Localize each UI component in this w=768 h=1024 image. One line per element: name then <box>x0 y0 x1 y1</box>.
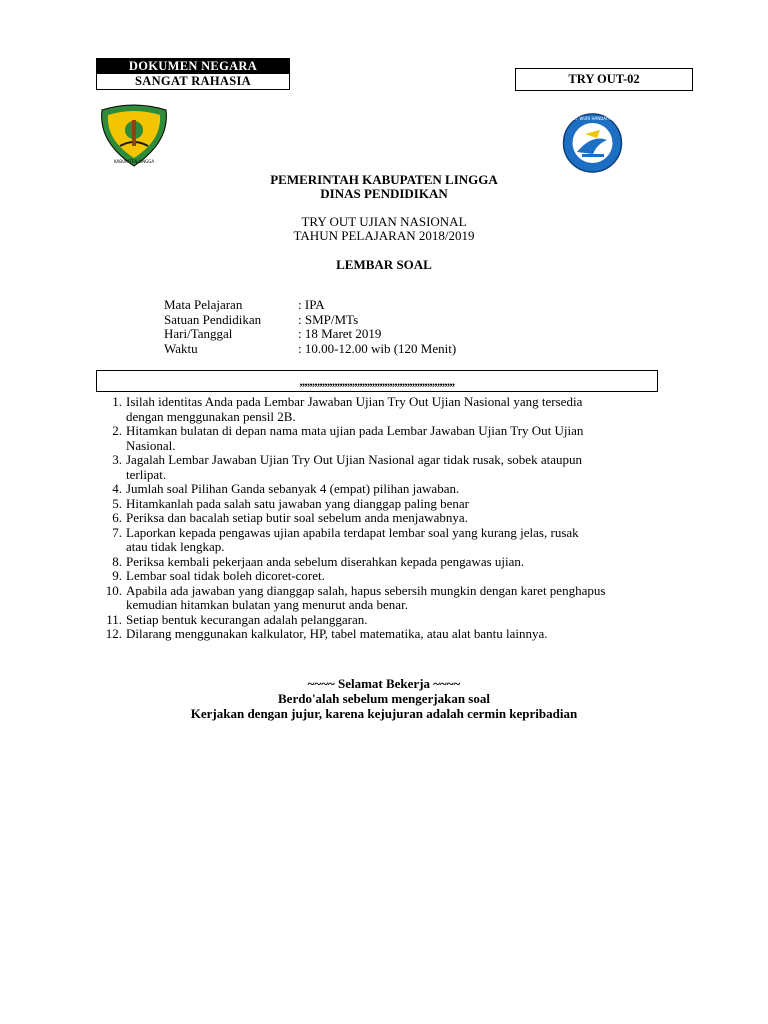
rule-line: Nasional. <box>126 437 176 453</box>
rule-number: 12. <box>105 626 122 641</box>
rule-item <box>98 569 678 584</box>
exam-info <box>164 298 456 356</box>
rules-list <box>98 395 678 642</box>
rule-line: terlipat. <box>126 466 167 482</box>
info-value: : IPA <box>298 297 325 312</box>
rule-line: Jagalah Lembar Jawaban Ujian Try Out Ujian Nasional agar tidak rusak, sobek ataupun <box>126 452 582 467</box>
info-value: : 10.00-12.00 wib (120 Menit) <box>298 340 457 356</box>
info-label: Waktu <box>164 340 198 356</box>
closing-line-kerjakan: Kerjakan dengan jujur, karena kejujuran adalah cermin kepribadian <box>190 706 578 721</box>
section-title: LEMBAR SOAL <box>336 257 432 272</box>
rule-text: Setiap bentuk kecurangan adalah pelanggaran. <box>126 611 368 627</box>
tut-wuri-handayani-logo <box>555 112 630 174</box>
title-tahun: TAHUN PELAJARAN 2018/2019 <box>293 228 475 243</box>
info-row <box>164 313 456 328</box>
info-label: Satuan Pendidikan <box>164 311 262 327</box>
rule-text: Lembar soal tidak boleh dicoret-coret. <box>126 568 325 583</box>
info-row <box>164 342 456 357</box>
rule-line: Apabila ada jawaban yang dianggap salah, hapus sebersih mungkin dengan karet penghapus <box>126 582 606 598</box>
stamp-line-sangat-rahasia: SANGAT RAHASIA <box>135 74 251 88</box>
rule-item <box>98 526 678 555</box>
title-dinas: DINAS PENDIDIKAN <box>320 186 448 201</box>
rule-number: 4. <box>112 481 122 496</box>
rule-item <box>98 555 678 570</box>
rule-item <box>98 584 678 613</box>
rule-text <box>126 395 678 424</box>
closing-line-berdoa: Berdo'alah sebelum mengerjakan soal <box>278 691 490 706</box>
closing-message <box>0 676 768 721</box>
rule-item <box>98 395 678 424</box>
rule-line: Isilah identitas Anda pada Lembar Jawaban Ujian Try Out Ujian Nasional yang tersedia <box>126 394 583 409</box>
rule-text <box>126 453 678 482</box>
rule-number: 8. <box>112 553 122 569</box>
rule-text: Periksa dan bacalah setiap butir soal sebelum anda menjawabnya. <box>126 510 468 525</box>
rule-text: Hitamkanlah pada salah satu jawaban yang dianggap paling benar <box>126 495 469 511</box>
rule-text <box>126 526 678 555</box>
rule-item <box>98 453 678 482</box>
info-label: Hari/Tanggal <box>164 326 233 341</box>
rule-number: 6. <box>112 510 122 525</box>
rule-text <box>126 584 678 613</box>
rule-text: Periksa kembali pekerjaan anda sebelum diserahkan kepada pengawas ujian. <box>126 553 525 569</box>
rule-number: 10. <box>105 582 122 598</box>
rule-number: 9. <box>112 568 122 583</box>
left-logo-text: KABUPATEN LINGGA <box>113 159 155 164</box>
rule-item <box>98 482 678 497</box>
rule-item <box>98 613 678 628</box>
rule-text: Dilarang menggunakan kalkulator, HP, tabel matematika, atau alat bantu lainnya. <box>126 626 548 641</box>
info-value: : 18 Maret 2019 <box>298 326 382 341</box>
info-row <box>164 327 456 342</box>
rule-line: atau tidak lengkap. <box>126 539 225 554</box>
rule-item <box>98 627 678 642</box>
classification-stamp <box>96 58 290 90</box>
rule-text: Jumlah soal Pilihan Ganda sebanyak 4 (empat) pilihan jawaban. <box>126 481 460 496</box>
rule-line: kemudian hitamkan bulatan yang menurut anda benar. <box>126 597 408 612</box>
rule-number: 2. <box>112 423 122 438</box>
rule-line: Laporkan kepada pengawas ujian apabila terdapat lembar soal yang kurang jelas, rusak <box>126 524 579 540</box>
closing-line-selamat: ~~~~ Selamat Bekerja ~~~~ <box>307 676 461 691</box>
info-label: Mata Pelajaran <box>164 297 243 312</box>
rule-item <box>98 424 678 453</box>
rule-number: 1. <box>112 394 122 409</box>
rule-number: 3. <box>112 452 122 467</box>
rule-number: 5. <box>112 495 122 511</box>
title-pemerintah: PEMERINTAH KABUPATEN LINGGA <box>270 172 498 187</box>
info-value: : SMP/MTs <box>298 311 359 327</box>
rule-item <box>98 497 678 512</box>
kabupaten-lingga-logo <box>96 102 172 168</box>
rule-line: dengan menggunakan pensil 2B. <box>126 408 296 424</box>
info-row <box>164 298 456 313</box>
notice-box: ,,,,,,,,,,,,,,,,,,,,,,,,,,,,,,,,,,,,,,,,,,,,,,,,,,,,,,,,,,,,,, <box>96 370 658 392</box>
rule-number: 7. <box>112 524 122 540</box>
stamp-line-dokumen-negara: DOKUMEN NEGARA <box>97 59 289 74</box>
rule-number: 11. <box>106 611 122 627</box>
right-logo-text: TUT WURI HANDAYANI <box>570 116 615 121</box>
rule-item <box>98 511 678 526</box>
tryout-label-box: TRY OUT-02 <box>515 68 693 91</box>
rule-text <box>126 424 678 453</box>
title-tryout: TRY OUT UJIAN NASIONAL <box>301 214 467 229</box>
rule-line: Hitamkan bulatan di depan nama mata ujian pada Lembar Jawaban Ujian Try Out Ujian <box>126 423 584 438</box>
